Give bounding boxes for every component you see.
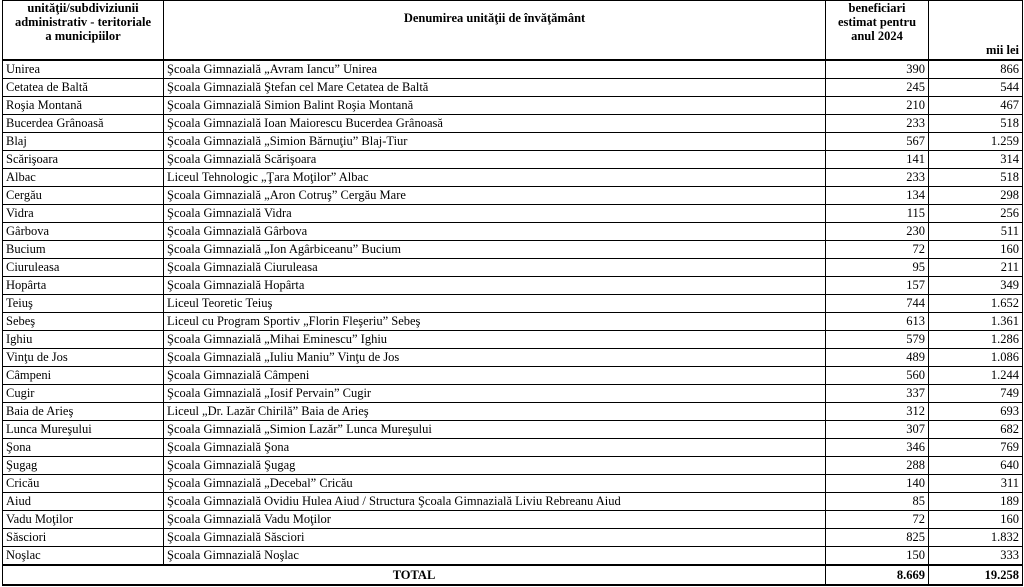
header-uat-line: unităţii/subdiviziunii bbox=[27, 1, 139, 15]
cell-uat: Ciuruleasa bbox=[3, 259, 164, 277]
table-row bbox=[3, 547, 1023, 566]
total-amount: 19.258 bbox=[929, 565, 1023, 585]
table-row bbox=[3, 511, 1023, 529]
cell-amount: 1.244 bbox=[929, 367, 1023, 385]
cell-beneficiaries: 245 bbox=[826, 79, 929, 97]
cell-amount: 693 bbox=[929, 403, 1023, 421]
cell-beneficiaries: 567 bbox=[826, 133, 929, 151]
schools-table bbox=[2, 0, 1023, 586]
cell-amount: 544 bbox=[929, 79, 1023, 97]
header-uat-line: administrativ - teritoriale bbox=[14, 15, 152, 29]
cell-school: Şcoala Gimnazială „Simion Bărnuţiu” Blaj-Tiur bbox=[164, 133, 826, 151]
cell-school: Şcoala Gimnazială „Ion Agârbiceanu” Bucium bbox=[164, 241, 826, 259]
cell-amount: 467 bbox=[929, 97, 1023, 115]
table-row bbox=[3, 133, 1023, 151]
cell-beneficiaries: 230 bbox=[826, 223, 929, 241]
cell-school: Şcoala Gimnazială „Avram Iancu” Unirea bbox=[164, 60, 826, 79]
cell-school: Şcoala Gimnazială Simion Balint Roşia Montană bbox=[164, 97, 826, 115]
cell-amount: 314 bbox=[929, 151, 1023, 169]
cell-uat: Hopârta bbox=[3, 277, 164, 295]
table-row bbox=[3, 385, 1023, 403]
table-row bbox=[3, 277, 1023, 295]
cell-beneficiaries: 744 bbox=[826, 295, 929, 313]
cell-amount: 1.652 bbox=[929, 295, 1023, 313]
cell-beneficiaries: 337 bbox=[826, 385, 929, 403]
header-school: Denumirea unităţii de învăţământ bbox=[164, 1, 826, 61]
cell-uat: Albac bbox=[3, 169, 164, 187]
table-row bbox=[3, 241, 1023, 259]
cell-school: Şcoala Gimnazială Scărişoara bbox=[164, 151, 826, 169]
cell-uat: Teiuş bbox=[3, 295, 164, 313]
cell-amount: 333 bbox=[929, 547, 1023, 566]
cell-beneficiaries: 489 bbox=[826, 349, 929, 367]
cell-school: Şcoala Gimnazială „Aron Cotruş” Cergău Mare bbox=[164, 187, 826, 205]
cell-school: Şcoala Gimnazială Săsciori bbox=[164, 529, 826, 547]
cell-amount: 189 bbox=[929, 493, 1023, 511]
table-row bbox=[3, 529, 1023, 547]
cell-uat: Bucerdea Grânoasă bbox=[3, 115, 164, 133]
cell-beneficiaries: 210 bbox=[826, 97, 929, 115]
cell-amount: 1.086 bbox=[929, 349, 1023, 367]
header-amount: mii lei bbox=[929, 1, 1023, 61]
table-row bbox=[3, 403, 1023, 421]
cell-school: Şcoala Gimnazială Câmpeni bbox=[164, 367, 826, 385]
cell-beneficiaries: 150 bbox=[826, 547, 929, 566]
cell-amount: 749 bbox=[929, 385, 1023, 403]
cell-amount: 1.361 bbox=[929, 313, 1023, 331]
cell-beneficiaries: 115 bbox=[826, 205, 929, 223]
cell-uat: Sebeş bbox=[3, 313, 164, 331]
header-row bbox=[3, 1, 1023, 61]
cell-uat: Roşia Montană bbox=[3, 97, 164, 115]
cell-school: Şcoala Gimnazială Vadu Moţilor bbox=[164, 511, 826, 529]
cell-amount: 640 bbox=[929, 457, 1023, 475]
cell-school: Şcoala Gimnazială Ştefan cel Mare Cetatea de Baltă bbox=[164, 79, 826, 97]
cell-beneficiaries: 72 bbox=[826, 511, 929, 529]
total-row bbox=[3, 565, 1023, 585]
cell-school: Şcoala Gimnazială Gârbova bbox=[164, 223, 826, 241]
cell-uat: Gârbova bbox=[3, 223, 164, 241]
header-ben-line: estimat pentru bbox=[837, 15, 917, 29]
cell-school: Şcoala Gimnazială Ciuruleasa bbox=[164, 259, 826, 277]
cell-uat: Cricău bbox=[3, 475, 164, 493]
table-row bbox=[3, 151, 1023, 169]
cell-beneficiaries: 307 bbox=[826, 421, 929, 439]
cell-amount: 682 bbox=[929, 421, 1023, 439]
cell-amount: 1.832 bbox=[929, 529, 1023, 547]
table-row bbox=[3, 295, 1023, 313]
cell-beneficiaries: 288 bbox=[826, 457, 929, 475]
cell-amount: 518 bbox=[929, 115, 1023, 133]
cell-uat: Săsciori bbox=[3, 529, 164, 547]
cell-amount: 211 bbox=[929, 259, 1023, 277]
table-body bbox=[3, 60, 1023, 565]
cell-beneficiaries: 579 bbox=[826, 331, 929, 349]
cell-uat: Bucium bbox=[3, 241, 164, 259]
cell-uat: Vinţu de Jos bbox=[3, 349, 164, 367]
cell-amount: 256 bbox=[929, 205, 1023, 223]
cell-school: Şcoala Gimnazială Şona bbox=[164, 439, 826, 457]
header-beneficiaries bbox=[826, 1, 929, 61]
header-ben-line: beneficiari bbox=[848, 1, 906, 15]
table-row bbox=[3, 439, 1023, 457]
cell-school: Şcoala Gimnazială „Iosif Pervain” Cugir bbox=[164, 385, 826, 403]
cell-uat: Scărişoara bbox=[3, 151, 164, 169]
cell-school: Şcoala Gimnazială Hopârta bbox=[164, 277, 826, 295]
cell-uat: Aiud bbox=[3, 493, 164, 511]
cell-beneficiaries: 312 bbox=[826, 403, 929, 421]
cell-amount: 311 bbox=[929, 475, 1023, 493]
cell-amount: 160 bbox=[929, 511, 1023, 529]
table-row bbox=[3, 259, 1023, 277]
cell-school: Şcoala Gimnazială „Mihai Eminescu” Ighiu bbox=[164, 331, 826, 349]
table-row bbox=[3, 313, 1023, 331]
cell-amount: 518 bbox=[929, 169, 1023, 187]
cell-beneficiaries: 390 bbox=[826, 60, 929, 79]
cell-beneficiaries: 140 bbox=[826, 475, 929, 493]
cell-uat: Noşlac bbox=[3, 547, 164, 566]
cell-uat: Vidra bbox=[3, 205, 164, 223]
cell-uat: Ighiu bbox=[3, 331, 164, 349]
cell-amount: 769 bbox=[929, 439, 1023, 457]
header-ben-line: anul 2024 bbox=[851, 29, 903, 43]
cell-school: Şcoala Gimnazială Vidra bbox=[164, 205, 826, 223]
cell-beneficiaries: 72 bbox=[826, 241, 929, 259]
table-row bbox=[3, 169, 1023, 187]
table-row bbox=[3, 457, 1023, 475]
cell-uat: Cetatea de Baltă bbox=[3, 79, 164, 97]
table-row bbox=[3, 205, 1023, 223]
cell-amount: 1.259 bbox=[929, 133, 1023, 151]
cell-uat: Baia de Arieş bbox=[3, 403, 164, 421]
table-row bbox=[3, 475, 1023, 493]
cell-school: Şcoala Gimnazială Şugag bbox=[164, 457, 826, 475]
cell-beneficiaries: 233 bbox=[826, 115, 929, 133]
cell-uat: Cergău bbox=[3, 187, 164, 205]
cell-beneficiaries: 346 bbox=[826, 439, 929, 457]
table-row bbox=[3, 493, 1023, 511]
table-row bbox=[3, 421, 1023, 439]
cell-school: Şcoala Gimnazială Ovidiu Hulea Aiud / Structura Şcoala Gimnazială Liviu Rebreanu Aiud bbox=[164, 493, 826, 511]
cell-beneficiaries: 95 bbox=[826, 259, 929, 277]
table-row bbox=[3, 349, 1023, 367]
table-row bbox=[3, 331, 1023, 349]
table-row bbox=[3, 79, 1023, 97]
table-row bbox=[3, 187, 1023, 205]
cell-school: Liceul cu Program Sportiv „Florin Fleşeriu” Sebeş bbox=[164, 313, 826, 331]
cell-school: Şcoala Gimnazială Ioan Maiorescu Bucerdea Grânoasă bbox=[164, 115, 826, 133]
cell-beneficiaries: 85 bbox=[826, 493, 929, 511]
cell-amount: 511 bbox=[929, 223, 1023, 241]
cell-amount: 298 bbox=[929, 187, 1023, 205]
cell-amount: 1.286 bbox=[929, 331, 1023, 349]
cell-uat: Şona bbox=[3, 439, 164, 457]
cell-beneficiaries: 825 bbox=[826, 529, 929, 547]
cell-beneficiaries: 157 bbox=[826, 277, 929, 295]
cell-beneficiaries: 141 bbox=[826, 151, 929, 169]
total-label: TOTAL bbox=[3, 565, 826, 585]
cell-school: Şcoala Gimnazială „Decebal” Cricău bbox=[164, 475, 826, 493]
table-row bbox=[3, 115, 1023, 133]
cell-school: Liceul „Dr. Lazăr Chirilă” Baia de Arieş bbox=[164, 403, 826, 421]
cell-uat: Cugir bbox=[3, 385, 164, 403]
cell-uat: Şugag bbox=[3, 457, 164, 475]
table-row bbox=[3, 60, 1023, 79]
cell-uat: Câmpeni bbox=[3, 367, 164, 385]
cell-uat: Lunca Mureşului bbox=[3, 421, 164, 439]
cell-uat: Blaj bbox=[3, 133, 164, 151]
cell-amount: 349 bbox=[929, 277, 1023, 295]
cell-beneficiaries: 134 bbox=[826, 187, 929, 205]
cell-uat: Unirea bbox=[3, 60, 164, 79]
cell-school: Liceul Teoretic Teiuş bbox=[164, 295, 826, 313]
cell-school: Şcoala Gimnazială „Iuliu Maniu” Vinţu de Jos bbox=[164, 349, 826, 367]
cell-amount: 160 bbox=[929, 241, 1023, 259]
header-uat bbox=[3, 1, 164, 61]
header-uat-line: a municipiilor bbox=[45, 29, 121, 43]
cell-amount: 866 bbox=[929, 60, 1023, 79]
table-row bbox=[3, 223, 1023, 241]
cell-beneficiaries: 233 bbox=[826, 169, 929, 187]
table-row bbox=[3, 367, 1023, 385]
cell-beneficiaries: 560 bbox=[826, 367, 929, 385]
cell-school: Şcoala Gimnazială Noşlac bbox=[164, 547, 826, 566]
cell-uat: Vadu Moţilor bbox=[3, 511, 164, 529]
cell-school: Liceul Tehnologic „Ţara Moţilor” Albac bbox=[164, 169, 826, 187]
cell-beneficiaries: 613 bbox=[826, 313, 929, 331]
total-beneficiaries: 8.669 bbox=[826, 565, 929, 585]
table-row bbox=[3, 97, 1023, 115]
cell-school: Şcoala Gimnazială „Simion Lazăr” Lunca Mureşului bbox=[164, 421, 826, 439]
